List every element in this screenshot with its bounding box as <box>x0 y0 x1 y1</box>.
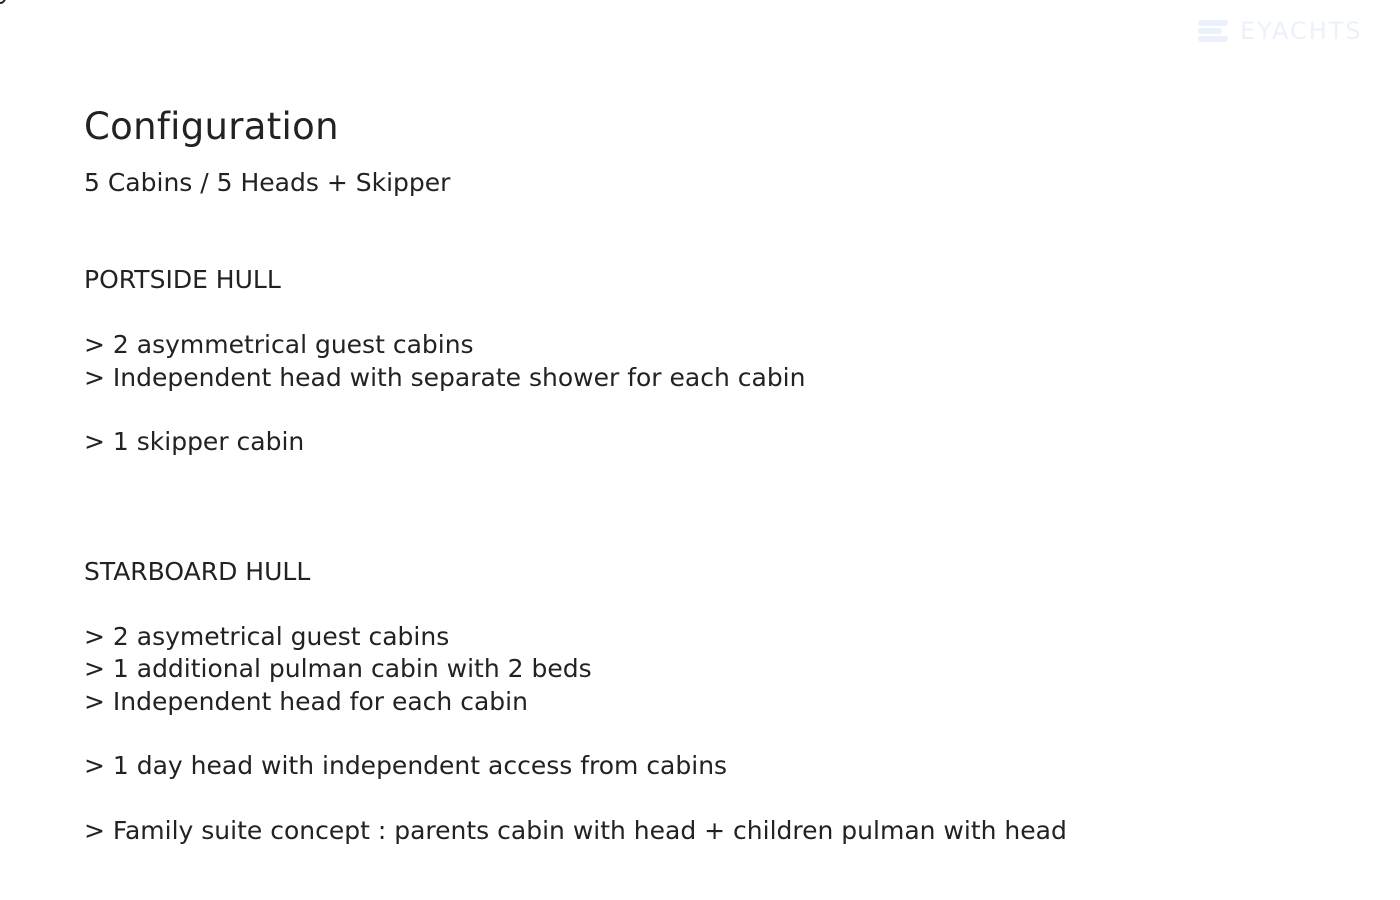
list-item: > Family suite concept : parents cabin with head + children pulman with head <box>84 815 1067 845</box>
list-item: > 1 skipper cabin <box>84 427 305 456</box>
portside-hull-heading: PORTSIDE HULL <box>84 265 281 294</box>
configuration-section <box>84 104 1304 847</box>
starboard-list-main <box>84 621 1304 719</box>
list-item: > 1 day head with independent access from cabins <box>84 751 728 780</box>
list-item: > 2 asymmetrical guest cabins <box>84 330 474 359</box>
starboard-list-family-suite <box>84 815 1304 848</box>
page-subtitle: 5 Cabins / 5 Heads + Skipper <box>84 168 451 197</box>
list-item: > 2 asymetrical guest cabins <box>84 621 450 651</box>
yacht-brand-icon <box>1198 20 1228 42</box>
list-item: > Independent head for each cabin <box>84 686 528 716</box>
starboard-list-day-head <box>84 750 1304 783</box>
brand-name: EYACHTS <box>1240 17 1363 45</box>
page-title: Configuration <box>84 105 339 148</box>
list-item: > Independent head with separate shower for each cabin <box>84 362 806 392</box>
portside-list-main <box>84 329 1304 394</box>
brand-logo[interactable] <box>1198 18 1363 44</box>
corner-frame-icon <box>0 0 6 4</box>
starboard-hull-heading: STARBOARD HULL <box>84 556 311 586</box>
list-item: > 1 additional pulman cabin with 2 beds <box>84 654 592 683</box>
portside-list-skipper <box>84 426 1304 459</box>
